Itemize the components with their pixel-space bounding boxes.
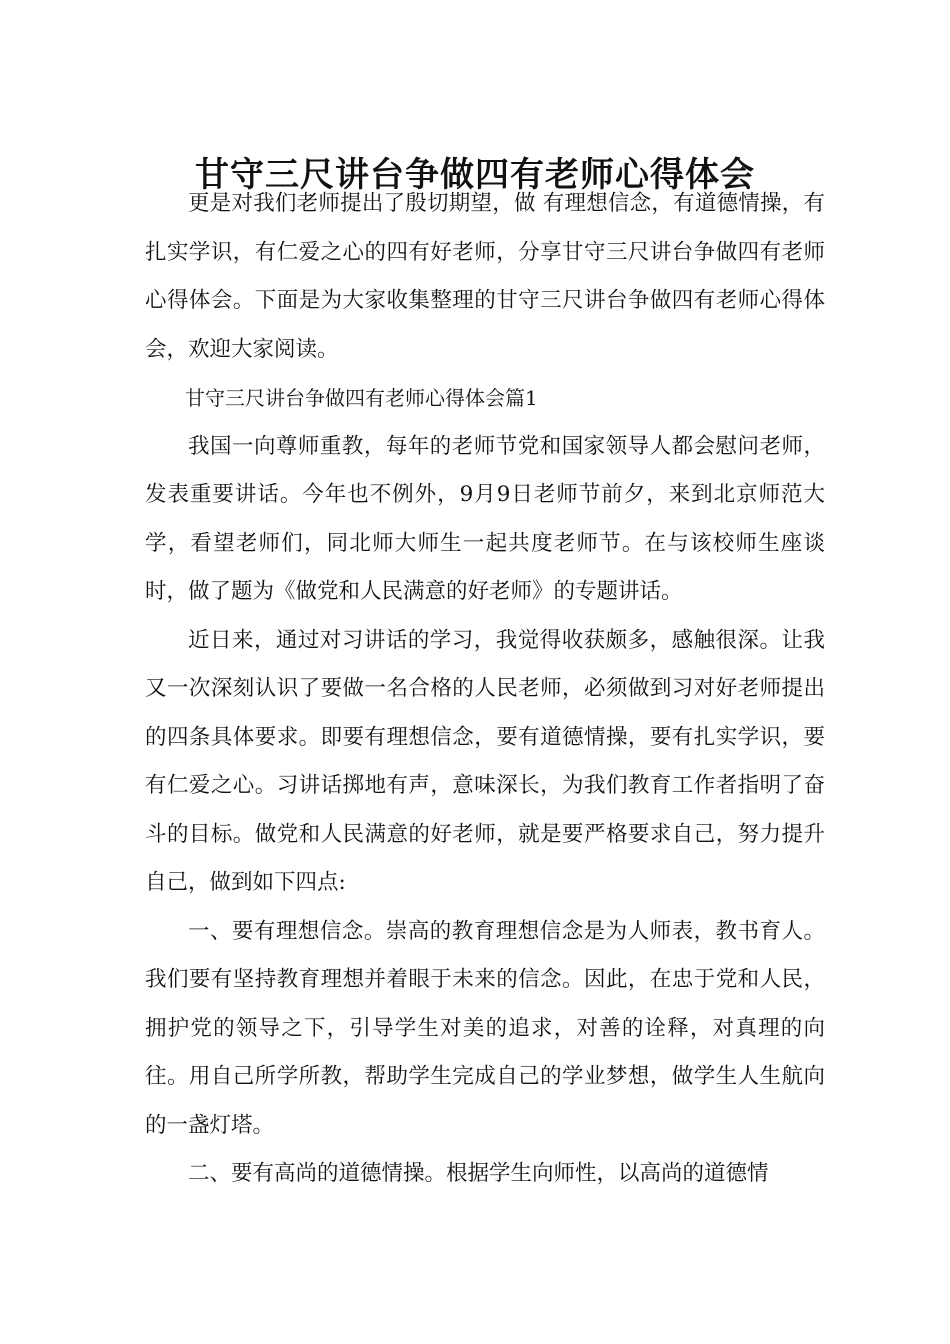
document-title: 甘守三尺讲台争做四有老师心得体会 [195, 154, 755, 195]
section-heading: 甘守三尺讲台争做四有老师心得体会篇1 [185, 386, 538, 410]
intro-paragraph: 更是对我们老师提出了殷切期望，做 有理想信念，有道德情操，有扎实学识，有仁爱之心的四有好老师，分享甘守三尺讲台争做四有老师心得体会。下面是为大家收集整理的甘守三尺讲台争做四有老师心得体会，欢迎大家阅读。 [145, 191, 825, 362]
body-paragraph: 一、要有理想信念。崇高的教育理想信念是为人师表，教书育人。我们要有坚持教育理想并着眼于未来的信念。因此，在忠于党和人民，拥护党的领导之下，引导学生对美的追求，对善的诠释，对真理的向往。用自己所学所教，帮助学生完成自己的学业梦想，做学生人生航向的一盏灯塔。 [145, 918, 825, 1138]
document-body [145, 180, 825, 1199]
body-paragraph: 二、要有高尚的道德情操。根据学生向师性，以高尚的道德情 [188, 1161, 769, 1186]
body-paragraph: 近日来，通过对习讲话的学习，我觉得收获颇多，感触很深。让我又一次深刻认识了要做一名合格的人民老师，必须做到习对好老师提出的四条具体要求。即要有理想信念，要有道德情操，要有扎实学识，要有仁爱之心。习讲话掷地有声，意味深长，为我们教育工作者指明了奋斗的目标。做党和人民满意的好老师，就是要严格要求自己，努力提升自己，做到如下四点: [145, 627, 825, 895]
body-paragraph: 我国一向尊师重教，每年的老师节党和国家领导人都会慰问老师，发表重要讲话。今年也不例外，9月9日老师节前夕，来到北京师范大学，看望老师们，同北师大师生一起共度老师节。在与该校师生座谈时，做了题为《做党和人民满意的好老师》的专题讲话。 [145, 433, 825, 604]
